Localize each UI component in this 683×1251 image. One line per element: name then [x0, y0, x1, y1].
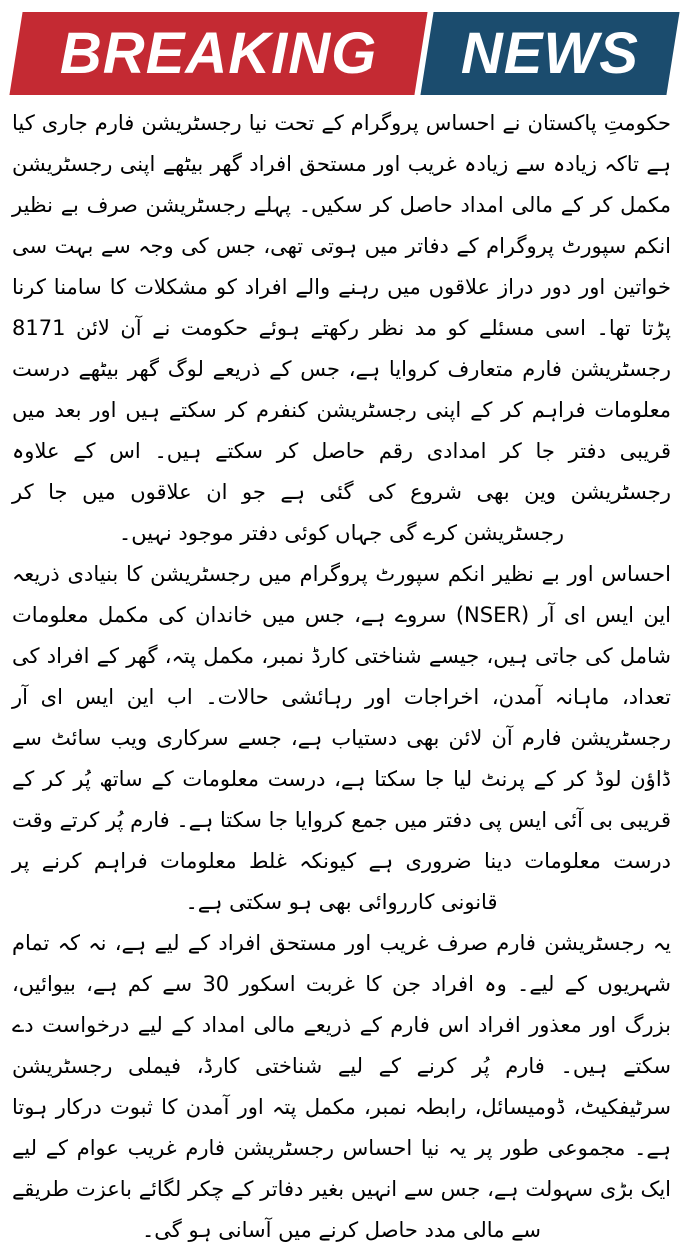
- article-paragraph-3: یہ رجسٹریشن فارم صرف غریب اور مستحق افراد کے لیے ہے، نہ کہ تمام شہریوں کے لیے۔ وہ افراد جن کا غربت اسکور 30 سے کم ہے، بیوائیں، بزرگ اور معذور افراد اس فارم کے ذریعے مالی امداد کے لیے درخواست دے سکتے ہیں۔ فارم پُر کرنے کے لیے شناختی کارڈ، فیملی رجسٹریشن سرٹیفکیٹ، ڈومیسائل، رابطہ نمبر، مکمل پتہ اور آمدن کا ثبوت درکار ہوتا ہے۔ مجموعی طور پر یہ نیا احساس رجسٹریشن فارم غریب عوام کے لیے ایک بڑی سہولت ہے، جس سے انہیں بغیر دفاتر کے چکر لگائے باعزت طریقے سے مالی مدد حاصل کرنے میں آسانی ہو گی۔: [12, 931, 671, 1242]
- news-label: NEWS: [461, 20, 639, 86]
- article-paragraph-2: احساس اور بے نظیر انکم سپورٹ پروگرام میں رجسٹریشن کا بنیادی ذریعہ این ایس ای آر (NSER) سروے ہے، جس میں خاندان کی مکمل معلومات شامل کی جاتی ہیں، جیسے شناختی کارڈ نمبر، مکمل پتہ، گھر کے افراد کی تعداد، ماہانہ آمدن، اخراجات اور رہائشی حالات۔ اب این ایس ای آر رجسٹریشن فارم آن لائن بھی دستیاب ہے، جسے سرکاری ویب سائٹ سے ڈاؤن لوڈ کر کے پرنٹ لیا جا سکتا ہے، درست معلومات کے ساتھ پُر کر کے قریبی بی آئی ایس پی دفتر میں جمع کروایا جا سکتا ہے۔ فارم پُر کرتے وقت درست معلومات دینا ضروری ہے کیونکہ غلط معلومات فراہم کرنے پر قانونی کارروائی بھی ہو سکتی ہے۔: [12, 562, 671, 914]
- breaking-news-banner: [0, 12, 683, 95]
- article-body: [0, 103, 683, 1251]
- breaking-panel: [9, 12, 427, 95]
- breaking-label: BREAKING: [59, 20, 378, 86]
- news-panel: [420, 12, 679, 95]
- article-paragraph-1: حکومتِ پاکستان نے احساس پروگرام کے تحت نیا رجسٹریشن فارم جاری کیا ہے تاکہ زیادہ سے زیادہ غریب اور مستحق افراد گھر بیٹھے اپنی رجسٹریشن مکمل کر کے مالی امداد حاصل کر سکیں۔ پہلے رجسٹریشن صرف بے نظیر انکم سپورٹ پروگرام کے دفاتر میں ہوتی تھی، جس کی وجہ سے بہت سی خواتین اور دور دراز علاقوں میں رہنے والے افراد کو مشکلات کا سامنا کرنا پڑتا تھا۔ اسی مسئلے کو مد نظر رکھتے ہوئے حکومت نے آن لائن 8171 رجسٹریشن فارم متعارف کروایا ہے، جس کے ذریعے لوگ گھر بیٹھے درست معلومات فراہم کر کے اپنی رجسٹریشن کنفرم کر سکتے ہیں اور بعد میں قریبی دفتر جا کر امدادی رقم حاصل کر سکتے ہیں۔ اس کے علاوہ رجسٹریشن وین بھی شروع کی گئی ہے جو ان علاقوں میں جا کر رجسٹریشن کرے گی جہاں کوئی دفتر موجود نہیں۔: [12, 111, 671, 545]
